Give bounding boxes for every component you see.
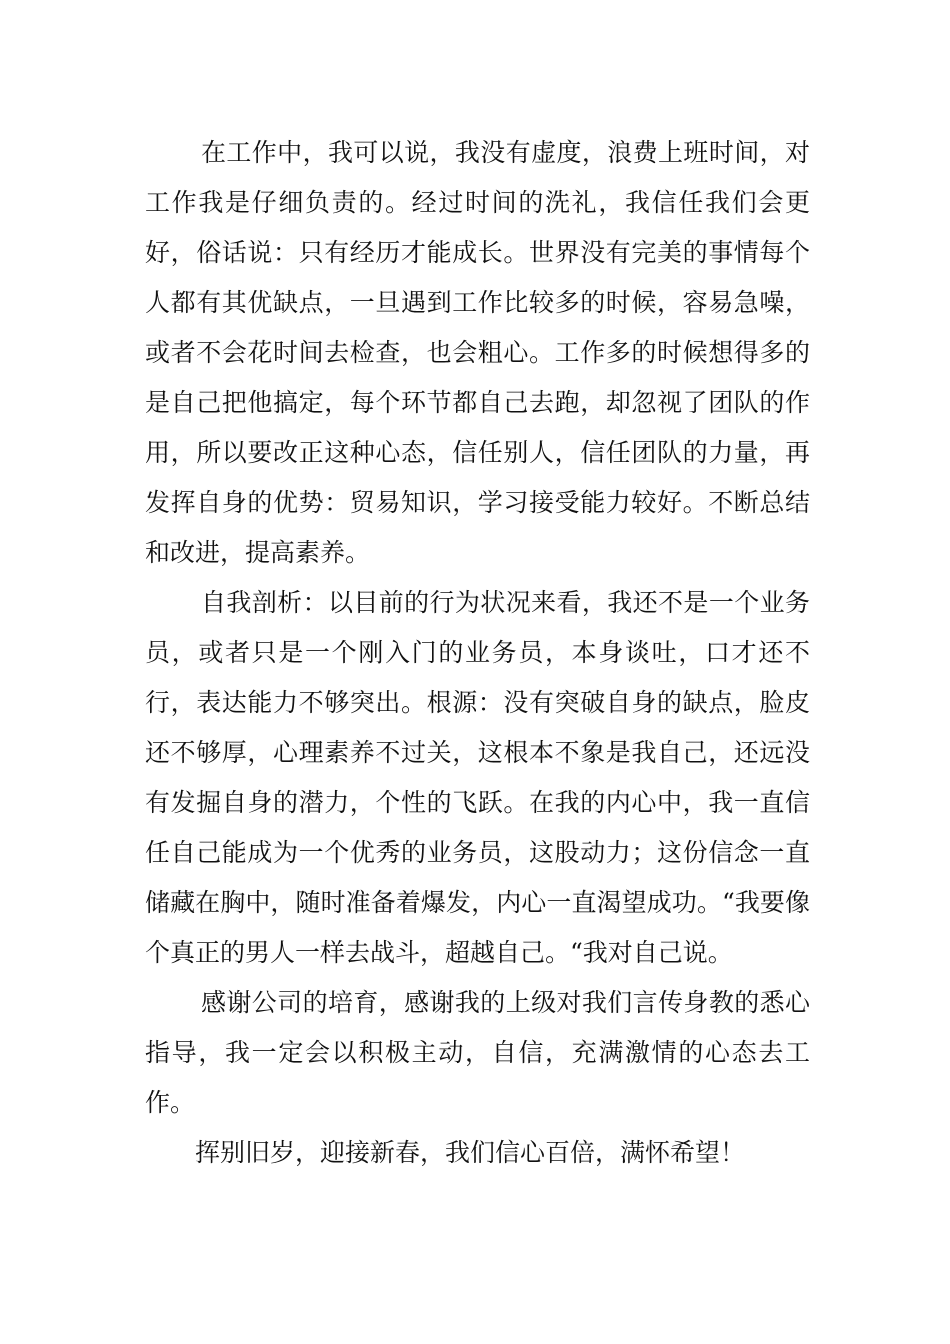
- paragraph-thanks: 感谢公司的培育，感谢我的上级对我们言传身教的悉心指导，我一定会以积极主动，自信，充满激情的心态去工作。: [145, 988, 810, 1117]
- document-body: [145, 128, 810, 1178]
- paragraph-closing: 挥别旧岁，迎接新春，我们信心百倍，满怀希望！: [195, 1138, 746, 1167]
- paragraph-work-attitude: 在工作中，我可以说，我没有虚度，浪费上班时间，对工作我是仔细负责的。经过时间的洗礼，我信任我们会更好，俗话说：只有经历才能成长。世界没有完美的事情每个人都有其优缺点，一旦遇到工作比较多的时候，容易急噪，或者不会花时间去检查，也会粗心。工作多的时候想得多的是自己把他搞定，每个环节都自己去跑，却忽视了团队的作用，所以要改正这种心态，信任别人，信任团队的力量，再发挥自身的优势：贸易知识，学习接受能力较好。不断总结和改进，提高素养。: [145, 138, 810, 567]
- paragraph-self-analysis: 自我剖析：以目前的行为状况来看，我还不是一个业务员，或者只是一个刚入门的业务员，本身谈吐，口才还不行，表达能力不够突出。根源：没有突破自身的缺点，脸皮还不够厚，心理素养不过关，这根本不象是我自己，还远没有发掘自身的潜力，个性的飞跃。在我的内心中，我一直信任自己能成为一个优秀的业务员，这股动力；这份信念一直储藏在胸中，随时准备着爆发，内心一直渴望成功。“我要像个真正的男人一样去战斗，超越自己。“我对自己说。: [145, 588, 810, 967]
